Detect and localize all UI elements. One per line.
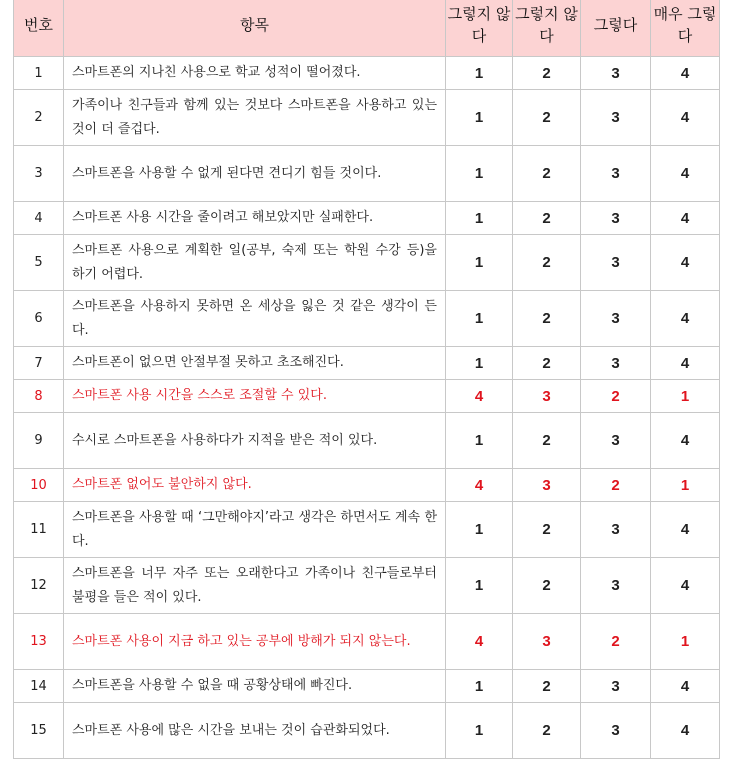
row-item-text: 스마트폰 사용에 많은 시간을 보내는 것이 습관화되었다. xyxy=(64,703,446,759)
table-row xyxy=(14,614,720,670)
row-score-2: 2 xyxy=(513,502,581,558)
row-score-4: 4 xyxy=(651,502,720,558)
row-score-3: 3 xyxy=(581,202,651,235)
table-row xyxy=(14,703,720,759)
row-score-1: 1 xyxy=(446,413,513,469)
header-strongly-disagree: 그렇지 않다 xyxy=(446,0,513,57)
row-score-3: 3 xyxy=(581,90,651,146)
row-score-2: 2 xyxy=(513,347,581,380)
row-item-text: 스마트폰의 지나친 사용으로 학교 성적이 떨어졌다. xyxy=(64,57,446,90)
table-row xyxy=(14,670,720,703)
row-score-1: 1 xyxy=(446,202,513,235)
row-score-2: 2 xyxy=(513,703,581,759)
table-row xyxy=(14,90,720,146)
row-score-1: 1 xyxy=(446,235,513,291)
row-number: 9 xyxy=(14,413,64,469)
row-score-3: 3 xyxy=(581,57,651,90)
row-score-4: 4 xyxy=(651,413,720,469)
row-score-2: 2 xyxy=(513,235,581,291)
row-item-text: 스마트폰 없어도 불안하지 않다. xyxy=(64,469,446,502)
row-item-text: 가족이나 친구들과 함께 있는 것보다 스마트폰을 사용하고 있는 것이 더 즐겁다. xyxy=(64,90,446,146)
table-row xyxy=(14,380,720,413)
row-number: 4 xyxy=(14,202,64,235)
row-score-3: 3 xyxy=(581,347,651,380)
row-score-1: 1 xyxy=(446,703,513,759)
row-score-3: 3 xyxy=(581,502,651,558)
row-score-4: 1 xyxy=(651,469,720,502)
header-row xyxy=(14,0,720,57)
header-agree: 그렇다 xyxy=(581,0,651,57)
row-score-2: 3 xyxy=(513,469,581,502)
row-score-2: 3 xyxy=(513,614,581,670)
table-row xyxy=(14,57,720,90)
row-score-2: 2 xyxy=(513,558,581,614)
table-row xyxy=(14,502,720,558)
row-number: 2 xyxy=(14,90,64,146)
row-score-3: 3 xyxy=(581,558,651,614)
row-number: 8 xyxy=(14,380,64,413)
row-score-2: 2 xyxy=(513,670,581,703)
row-number: 15 xyxy=(14,703,64,759)
row-number: 5 xyxy=(14,235,64,291)
row-score-1: 1 xyxy=(446,347,513,380)
row-score-1: 1 xyxy=(446,146,513,202)
row-number: 3 xyxy=(14,146,64,202)
row-score-4: 4 xyxy=(651,703,720,759)
row-score-2: 2 xyxy=(513,291,581,347)
row-score-4: 1 xyxy=(651,380,720,413)
row-item-text: 스마트폰을 사용하지 못하면 온 세상을 잃은 것 같은 생각이 든다. xyxy=(64,291,446,347)
row-score-2: 2 xyxy=(513,413,581,469)
row-score-4: 4 xyxy=(651,146,720,202)
row-item-text: 스마트폰 사용이 지금 하고 있는 공부에 방해가 되지 않는다. xyxy=(64,614,446,670)
header-item: 항목 xyxy=(64,0,446,57)
table-row xyxy=(14,469,720,502)
row-score-3: 2 xyxy=(581,380,651,413)
row-score-4: 4 xyxy=(651,57,720,90)
row-score-4: 1 xyxy=(651,614,720,670)
row-score-1: 1 xyxy=(446,502,513,558)
row-number: 12 xyxy=(14,558,64,614)
table-row xyxy=(14,347,720,380)
row-score-3: 3 xyxy=(581,413,651,469)
row-score-4: 4 xyxy=(651,90,720,146)
row-number: 6 xyxy=(14,291,64,347)
row-score-3: 3 xyxy=(581,670,651,703)
row-item-text: 스마트폰이 없으면 안절부절 못하고 초조해진다. xyxy=(64,347,446,380)
row-score-2: 2 xyxy=(513,146,581,202)
row-number: 14 xyxy=(14,670,64,703)
row-number: 13 xyxy=(14,614,64,670)
row-score-1: 1 xyxy=(446,670,513,703)
table-row xyxy=(14,235,720,291)
row-item-text: 스마트폰 사용으로 계획한 일(공부, 숙제 또는 학원 수강 등)을 하기 어렵다. xyxy=(64,235,446,291)
row-item-text: 스마트폰을 너무 자주 또는 오래한다고 가족이나 친구들로부터 불평을 들은 적이 있다. xyxy=(64,558,446,614)
row-score-1: 4 xyxy=(446,469,513,502)
row-score-3: 3 xyxy=(581,703,651,759)
table-row xyxy=(14,413,720,469)
row-item-text: 스마트폰을 사용할 수 없을 때 공황상태에 빠진다. xyxy=(64,670,446,703)
header-disagree: 그렇지 않다 xyxy=(513,0,581,57)
row-score-4: 4 xyxy=(651,235,720,291)
row-score-1: 1 xyxy=(446,90,513,146)
row-score-3: 3 xyxy=(581,291,651,347)
row-score-1: 4 xyxy=(446,614,513,670)
row-number: 7 xyxy=(14,347,64,380)
row-item-text: 스마트폰 사용 시간을 줄이려고 해보았지만 실패한다. xyxy=(64,202,446,235)
header-strongly-agree: 매우 그렇다 xyxy=(651,0,720,57)
row-score-1: 4 xyxy=(446,380,513,413)
row-score-3: 3 xyxy=(581,146,651,202)
row-score-3: 3 xyxy=(581,235,651,291)
table-row xyxy=(14,291,720,347)
row-item-text: 스마트폰을 사용할 때 ‘그만해야지’라고 생각은 하면서도 계속 한다. xyxy=(64,502,446,558)
survey-table xyxy=(13,0,720,759)
row-item-text: 스마트폰을 사용할 수 없게 된다면 견디기 힘들 것이다. xyxy=(64,146,446,202)
table-row xyxy=(14,558,720,614)
row-score-2: 2 xyxy=(513,202,581,235)
row-item-text: 수시로 스마트폰을 사용하다가 지적을 받은 적이 있다. xyxy=(64,413,446,469)
row-score-3: 2 xyxy=(581,469,651,502)
row-score-1: 1 xyxy=(446,291,513,347)
row-score-4: 4 xyxy=(651,291,720,347)
row-score-3: 2 xyxy=(581,614,651,670)
table-row xyxy=(14,202,720,235)
row-item-text: 스마트폰 사용 시간을 스스로 조절할 수 있다. xyxy=(64,380,446,413)
row-number: 11 xyxy=(14,502,64,558)
row-score-1: 1 xyxy=(446,558,513,614)
row-score-4: 4 xyxy=(651,347,720,380)
row-score-2: 3 xyxy=(513,380,581,413)
row-score-4: 4 xyxy=(651,558,720,614)
row-number: 1 xyxy=(14,57,64,90)
table-row xyxy=(14,146,720,202)
row-score-2: 2 xyxy=(513,57,581,90)
row-score-2: 2 xyxy=(513,90,581,146)
row-number: 10 xyxy=(14,469,64,502)
row-score-4: 4 xyxy=(651,202,720,235)
row-score-4: 4 xyxy=(651,670,720,703)
row-score-1: 1 xyxy=(446,57,513,90)
header-number: 번호 xyxy=(14,0,64,57)
